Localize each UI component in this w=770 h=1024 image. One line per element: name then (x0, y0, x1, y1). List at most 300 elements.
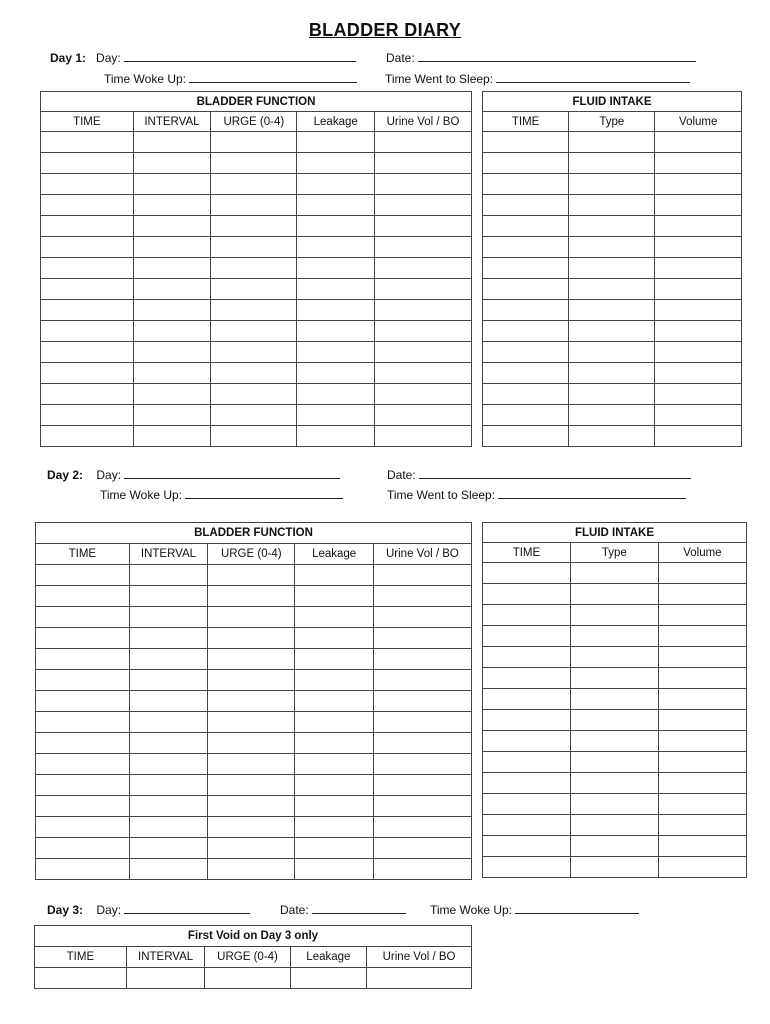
entry-cell[interactable] (483, 647, 571, 668)
column-header: TIME (483, 543, 571, 563)
entry-cell[interactable] (373, 565, 471, 586)
page-title: BLADDER DIARY (308, 20, 462, 40)
entry-cell[interactable] (211, 426, 297, 447)
entry-cell[interactable] (658, 584, 746, 605)
entry-cell[interactable] (295, 733, 373, 754)
entry-cell[interactable] (41, 174, 134, 195)
entry-cell[interactable] (297, 321, 375, 342)
entry-cell[interactable] (36, 838, 130, 859)
entry-cell[interactable] (655, 258, 742, 279)
entry-cell[interactable] (295, 859, 373, 880)
entry-cell[interactable] (208, 586, 295, 607)
entry-cell[interactable] (295, 586, 373, 607)
entry-cell[interactable] (373, 670, 471, 691)
entry-cell[interactable] (373, 712, 471, 733)
entry-cell[interactable] (208, 796, 295, 817)
entry-cell[interactable] (483, 731, 571, 752)
table-row (41, 174, 472, 195)
entry-cell[interactable] (483, 584, 571, 605)
entry-cell[interactable] (375, 321, 472, 342)
entry-cell[interactable] (569, 132, 655, 153)
entry-cell[interactable] (211, 195, 297, 216)
entry-cell[interactable] (658, 857, 746, 878)
entry-cell[interactable] (658, 794, 746, 815)
entry-cell[interactable] (570, 731, 658, 752)
entry-cell[interactable] (133, 384, 211, 405)
entry-cell[interactable] (373, 775, 471, 796)
entry-cell[interactable] (373, 586, 471, 607)
entry-cell[interactable] (375, 153, 472, 174)
entry-cell[interactable] (297, 153, 375, 174)
entry-cell[interactable] (133, 132, 211, 153)
entry-cell[interactable] (211, 300, 297, 321)
entry-cell[interactable] (129, 628, 207, 649)
entry-cell[interactable] (295, 754, 373, 775)
entry-cell[interactable] (205, 968, 290, 989)
entry-cell[interactable] (483, 300, 569, 321)
table-row (483, 773, 747, 794)
entry-cell[interactable] (658, 626, 746, 647)
entry-cell[interactable] (570, 857, 658, 878)
column-header: Leakage (290, 947, 366, 968)
day3-label: Day 3: (47, 903, 84, 917)
entry-cell[interactable] (297, 132, 375, 153)
entry-cell[interactable] (297, 237, 375, 258)
entry-cell[interactable] (658, 836, 746, 857)
entry-cell[interactable] (375, 300, 472, 321)
column-header: Urine Vol / BO (373, 544, 471, 565)
entry-cell[interactable] (373, 733, 471, 754)
day1-sleep-row (385, 71, 690, 86)
entry-cell[interactable] (570, 584, 658, 605)
entry-cell[interactable] (41, 279, 134, 300)
table-row (36, 565, 472, 586)
entry-cell[interactable] (569, 363, 655, 384)
entry-cell[interactable] (655, 216, 742, 237)
entry-cell[interactable] (211, 237, 297, 258)
entry-cell[interactable] (133, 363, 211, 384)
entry-cell[interactable] (655, 300, 742, 321)
entry-cell[interactable] (655, 363, 742, 384)
entry-cell[interactable] (36, 628, 130, 649)
entry-cell[interactable] (569, 174, 655, 195)
entry-cell[interactable] (570, 689, 658, 710)
table-row (483, 153, 742, 174)
entry-cell[interactable] (297, 216, 375, 237)
entry-cell[interactable] (133, 174, 211, 195)
table-row (41, 279, 472, 300)
entry-cell[interactable] (373, 817, 471, 838)
entry-cell[interactable] (658, 647, 746, 668)
entry-cell[interactable] (36, 796, 130, 817)
day2-date-field[interactable] (419, 467, 691, 479)
entry-cell[interactable] (375, 384, 472, 405)
entry-cell[interactable] (373, 859, 471, 880)
entry-cell[interactable] (569, 426, 655, 447)
entry-cell[interactable] (570, 605, 658, 626)
entry-cell[interactable] (375, 237, 472, 258)
table-row (41, 321, 472, 342)
day3-first-void-table (34, 925, 472, 989)
entry-cell[interactable] (483, 321, 569, 342)
entry-cell[interactable] (297, 258, 375, 279)
entry-cell[interactable] (211, 384, 297, 405)
entry-cell[interactable] (570, 794, 658, 815)
entry-cell[interactable] (297, 405, 375, 426)
entry-cell[interactable] (208, 628, 295, 649)
entry-cell[interactable] (129, 586, 207, 607)
entry-cell[interactable] (295, 712, 373, 733)
entry-cell[interactable] (658, 689, 746, 710)
entry-cell[interactable] (375, 258, 472, 279)
entry-cell[interactable] (658, 668, 746, 689)
entry-cell[interactable] (483, 710, 571, 731)
entry-cell[interactable] (373, 838, 471, 859)
entry-cell[interactable] (133, 258, 211, 279)
entry-cell[interactable] (211, 216, 297, 237)
entry-cell[interactable] (658, 815, 746, 836)
entry-cell[interactable] (208, 670, 295, 691)
entry-cell[interactable] (133, 342, 211, 363)
column-header: Urine Vol / BO (367, 947, 472, 968)
entry-cell[interactable] (655, 426, 742, 447)
entry-cell[interactable] (133, 300, 211, 321)
entry-cell[interactable] (655, 132, 742, 153)
entry-cell[interactable] (126, 968, 205, 989)
entry-cell[interactable] (483, 857, 571, 878)
table-title: BLADDER FUNCTION (36, 523, 472, 544)
table-row (483, 836, 747, 857)
entry-cell[interactable] (658, 605, 746, 626)
table-row (483, 584, 747, 605)
entry-cell[interactable] (375, 216, 472, 237)
entry-cell[interactable] (208, 565, 295, 586)
entry-cell[interactable] (569, 216, 655, 237)
entry-cell[interactable] (483, 258, 569, 279)
entry-cell[interactable] (373, 796, 471, 817)
table-row (483, 647, 747, 668)
entry-cell[interactable] (373, 754, 471, 775)
entry-cell[interactable] (211, 321, 297, 342)
entry-cell[interactable] (129, 607, 207, 628)
entry-cell[interactable] (208, 775, 295, 796)
entry-cell[interactable] (570, 626, 658, 647)
entry-cell[interactable] (36, 607, 130, 628)
entry-cell[interactable] (295, 796, 373, 817)
entry-cell[interactable] (297, 300, 375, 321)
table-row (41, 153, 472, 174)
column-header: Leakage (297, 112, 375, 132)
entry-cell[interactable] (483, 405, 569, 426)
entry-cell[interactable] (211, 342, 297, 363)
entry-cell[interactable] (483, 342, 569, 363)
entry-cell[interactable] (295, 670, 373, 691)
table-row (36, 775, 472, 796)
entry-cell[interactable] (41, 195, 134, 216)
entry-cell[interactable] (133, 405, 211, 426)
entry-cell[interactable] (129, 565, 207, 586)
entry-cell[interactable] (297, 174, 375, 195)
entry-cell[interactable] (36, 733, 130, 754)
entry-cell[interactable] (658, 710, 746, 731)
entry-cell[interactable] (36, 586, 130, 607)
entry-cell[interactable] (41, 258, 134, 279)
entry-cell[interactable] (208, 733, 295, 754)
entry-cell[interactable] (208, 691, 295, 712)
entry-cell[interactable] (129, 859, 207, 880)
entry-cell[interactable] (129, 670, 207, 691)
day2-sleep-row (387, 487, 686, 502)
entry-cell[interactable] (570, 710, 658, 731)
entry-cell[interactable] (483, 384, 569, 405)
day3-woke-field[interactable] (515, 902, 639, 914)
table-row (36, 691, 472, 712)
entry-cell[interactable] (483, 279, 569, 300)
entry-cell[interactable] (211, 258, 297, 279)
entry-cell[interactable] (483, 794, 571, 815)
entry-cell[interactable] (208, 754, 295, 775)
entry-cell[interactable] (483, 426, 569, 447)
entry-cell[interactable] (211, 132, 297, 153)
entry-cell[interactable] (41, 132, 134, 153)
entry-cell[interactable] (373, 691, 471, 712)
entry-cell[interactable] (297, 384, 375, 405)
entry-cell[interactable] (483, 752, 571, 773)
day1-sleep-field[interactable] (496, 71, 690, 83)
entry-cell[interactable] (375, 132, 472, 153)
entry-cell[interactable] (297, 279, 375, 300)
entry-cell[interactable] (41, 426, 134, 447)
column-header: Type (570, 543, 658, 563)
entry-cell[interactable] (41, 216, 134, 237)
entry-cell[interactable] (483, 689, 571, 710)
entry-cell[interactable] (208, 712, 295, 733)
entry-cell[interactable] (655, 174, 742, 195)
entry-cell[interactable] (36, 649, 130, 670)
entry-cell[interactable] (297, 195, 375, 216)
entry-cell[interactable] (655, 342, 742, 363)
entry-cell[interactable] (41, 384, 134, 405)
entry-cell[interactable] (133, 195, 211, 216)
entry-cell[interactable] (483, 195, 569, 216)
entry-cell[interactable] (36, 754, 130, 775)
entry-cell[interactable] (658, 752, 746, 773)
entry-cell[interactable] (36, 691, 130, 712)
entry-cell[interactable] (133, 426, 211, 447)
entry-cell[interactable] (569, 153, 655, 174)
entry-cell[interactable] (295, 628, 373, 649)
day3-date-label: Date: (280, 903, 309, 917)
day3-date-field[interactable] (312, 902, 406, 914)
entry-cell[interactable] (295, 838, 373, 859)
entry-cell[interactable] (129, 712, 207, 733)
day1-day-field[interactable] (124, 50, 356, 62)
table-row (483, 426, 742, 447)
entry-cell[interactable] (375, 195, 472, 216)
entry-cell[interactable] (483, 132, 569, 153)
day2-sleep-field[interactable] (498, 487, 686, 499)
entry-cell[interactable] (375, 405, 472, 426)
table-row (41, 384, 472, 405)
table-row (483, 563, 747, 584)
entry-cell[interactable] (375, 426, 472, 447)
entry-cell[interactable] (35, 968, 127, 989)
entry-cell[interactable] (570, 815, 658, 836)
entry-cell[interactable] (208, 649, 295, 670)
day1-label: Day 1: (50, 51, 87, 65)
entry-cell[interactable] (373, 649, 471, 670)
entry-cell[interactable] (41, 342, 134, 363)
column-header: Volume (658, 543, 746, 563)
entry-cell[interactable] (570, 563, 658, 584)
entry-cell[interactable] (36, 775, 130, 796)
entry-cell[interactable] (483, 815, 571, 836)
entry-cell[interactable] (295, 775, 373, 796)
entry-cell[interactable] (211, 363, 297, 384)
day2-day-field[interactable] (124, 467, 340, 479)
entry-cell[interactable] (129, 733, 207, 754)
table-title: FLUID INTAKE (483, 92, 742, 112)
entry-cell[interactable] (655, 195, 742, 216)
day3-date-row (280, 902, 406, 917)
day1-sleep-label: Time Went to Sleep: (385, 72, 494, 86)
entry-cell[interactable] (295, 565, 373, 586)
entry-cell[interactable] (569, 237, 655, 258)
entry-cell[interactable] (41, 237, 134, 258)
entry-cell[interactable] (658, 773, 746, 794)
entry-cell[interactable] (373, 607, 471, 628)
entry-cell[interactable] (129, 817, 207, 838)
entry-cell[interactable] (295, 649, 373, 670)
table-row (36, 607, 472, 628)
entry-cell[interactable] (483, 605, 571, 626)
entry-cell[interactable] (41, 300, 134, 321)
entry-cell[interactable] (569, 258, 655, 279)
entry-cell[interactable] (129, 691, 207, 712)
entry-cell[interactable] (483, 174, 569, 195)
entry-cell[interactable] (655, 237, 742, 258)
entry-cell[interactable] (297, 426, 375, 447)
entry-cell[interactable] (655, 384, 742, 405)
entry-cell[interactable] (36, 712, 130, 733)
entry-cell[interactable] (295, 691, 373, 712)
entry-cell[interactable] (375, 342, 472, 363)
entry-cell[interactable] (658, 563, 746, 584)
entry-cell[interactable] (208, 817, 295, 838)
entry-cell[interactable] (295, 607, 373, 628)
entry-cell[interactable] (129, 796, 207, 817)
entry-cell[interactable] (483, 153, 569, 174)
entry-cell[interactable] (36, 859, 130, 880)
entry-cell[interactable] (483, 668, 571, 689)
entry-cell[interactable] (655, 153, 742, 174)
day2-woke-field[interactable] (185, 487, 343, 499)
entry-cell[interactable] (208, 607, 295, 628)
day3-day-field[interactable] (124, 902, 250, 914)
table-row (483, 405, 742, 426)
entry-cell[interactable] (133, 216, 211, 237)
entry-cell[interactable] (483, 773, 571, 794)
entry-cell[interactable] (211, 174, 297, 195)
entry-cell[interactable] (208, 838, 295, 859)
entry-cell[interactable] (41, 321, 134, 342)
entry-cell[interactable] (483, 363, 569, 384)
entry-cell[interactable] (569, 384, 655, 405)
entry-cell[interactable] (483, 626, 571, 647)
entry-cell[interactable] (655, 405, 742, 426)
entry-cell[interactable] (569, 279, 655, 300)
entry-cell[interactable] (483, 836, 571, 857)
entry-cell[interactable] (569, 342, 655, 363)
entry-cell[interactable] (290, 968, 366, 989)
entry-cell[interactable] (129, 775, 207, 796)
day1-date-field[interactable] (418, 50, 696, 62)
entry-cell[interactable] (569, 195, 655, 216)
entry-cell[interactable] (129, 649, 207, 670)
entry-cell[interactable] (569, 300, 655, 321)
entry-cell[interactable] (570, 752, 658, 773)
entry-cell[interactable] (375, 279, 472, 300)
entry-cell[interactable] (36, 670, 130, 691)
table-row (41, 237, 472, 258)
entry-cell[interactable] (570, 836, 658, 857)
entry-cell[interactable] (211, 153, 297, 174)
entry-cell[interactable] (570, 647, 658, 668)
day1-woke-row (104, 71, 357, 86)
entry-cell[interactable] (133, 279, 211, 300)
entry-cell[interactable] (129, 754, 207, 775)
table-row (41, 258, 472, 279)
entry-cell[interactable] (569, 405, 655, 426)
entry-cell[interactable] (373, 628, 471, 649)
day1-woke-field[interactable] (189, 71, 357, 83)
column-header: TIME (41, 112, 134, 132)
entry-cell[interactable] (570, 668, 658, 689)
entry-cell[interactable] (483, 237, 569, 258)
entry-cell[interactable] (367, 968, 472, 989)
entry-cell[interactable] (655, 279, 742, 300)
entry-cell[interactable] (483, 216, 569, 237)
entry-cell[interactable] (41, 363, 134, 384)
entry-cell[interactable] (483, 563, 571, 584)
entry-cell[interactable] (133, 237, 211, 258)
entry-cell[interactable] (36, 817, 130, 838)
table-row (483, 689, 747, 710)
entry-cell[interactable] (41, 153, 134, 174)
entry-cell[interactable] (295, 817, 373, 838)
entry-cell[interactable] (297, 363, 375, 384)
entry-cell[interactable] (133, 321, 211, 342)
entry-cell[interactable] (569, 321, 655, 342)
table-row (483, 258, 742, 279)
table-row (36, 859, 472, 880)
entry-cell[interactable] (375, 363, 472, 384)
entry-cell[interactable] (133, 153, 211, 174)
entry-cell[interactable] (211, 405, 297, 426)
day3-day-label: Day: (96, 903, 122, 917)
entry-cell[interactable] (129, 838, 207, 859)
entry-cell[interactable] (211, 279, 297, 300)
entry-cell[interactable] (658, 731, 746, 752)
entry-cell[interactable] (36, 565, 130, 586)
entry-cell[interactable] (570, 773, 658, 794)
entry-cell[interactable] (41, 405, 134, 426)
entry-cell[interactable] (208, 859, 295, 880)
entry-cell[interactable] (655, 321, 742, 342)
entry-cell[interactable] (297, 342, 375, 363)
entry-cell[interactable] (375, 174, 472, 195)
table-row (483, 384, 742, 405)
